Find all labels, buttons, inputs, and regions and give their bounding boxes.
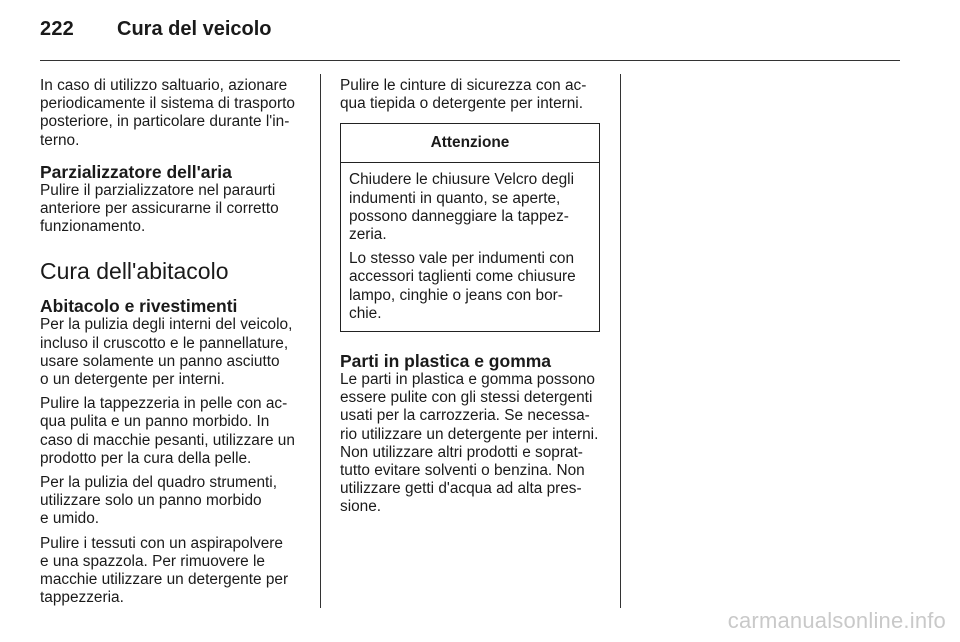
text-line: o un detergente per interni. <box>40 371 225 389</box>
text-line: prodotto per la cura della pelle. <box>40 449 252 467</box>
text-line: rio utilizzare un detergente per interni. <box>340 425 599 443</box>
page-title: Cura del veicolo <box>117 18 272 40</box>
section-title: Cura dell'abitacolo <box>40 258 229 285</box>
header-divider <box>40 60 900 61</box>
text-line: incluso il cruscotto e le pannellature, <box>40 334 289 352</box>
text-line: qua pulita e un panno morbido. In <box>40 413 270 431</box>
watermark: carmanualsonline.info <box>727 608 946 633</box>
column-divider-right <box>620 74 621 608</box>
interior-paragraph-1 <box>40 316 302 389</box>
seatbelt-paragraph <box>340 77 602 113</box>
warning-paragraph-2 <box>349 250 591 323</box>
text-line: Pulire le cinture di sicurezza con ac- <box>340 77 587 94</box>
text-line: Per la pulizia degli interni del veicolo, <box>40 316 293 334</box>
text-line: e una spazzola. Per rimuovere le <box>40 552 265 570</box>
text-line: periodicamente il sistema di trasporto <box>40 95 295 113</box>
text-line: tutto evitare solventi o benzina. Non <box>340 462 585 480</box>
air-divider-paragraph <box>40 182 302 237</box>
warning-title: Attenzione <box>341 124 599 163</box>
text-line: sione. <box>340 498 382 516</box>
interior-paragraph-4 <box>40 535 302 608</box>
interior-paragraph-3 <box>40 474 302 529</box>
text-line: terno. <box>40 131 80 149</box>
text-line: qua tiepida o detergente per interni. <box>340 95 584 113</box>
text-line: Non utilizzare altri prodotti e soprat- <box>340 443 583 461</box>
warning-box <box>340 123 600 332</box>
warning-body <box>341 163 599 331</box>
text-line: chie. <box>349 304 382 322</box>
text-line: utilizzare getti d'acqua ad alta pres- <box>340 480 582 498</box>
text-line: Pulire i tessuti con un aspirapolvere <box>40 534 283 552</box>
text-line: posteriore, in particolare durante l'in- <box>40 113 290 131</box>
warning-paragraph-1 <box>349 171 591 244</box>
intro-paragraph <box>40 77 302 150</box>
text-line: Chiudere le chiusure Velcro degli <box>349 171 575 189</box>
text-line: Pulire la tappezzeria in pelle con ac- <box>40 395 288 413</box>
text-line: indumenti in quanto, se aperte, <box>349 189 561 207</box>
text-line: Lo stesso vale per indumenti con <box>349 250 575 268</box>
text-line: Per la pulizia del quadro strumenti, <box>40 474 277 492</box>
text-line: Pulire il parzializzatore nel paraurti <box>40 181 276 199</box>
page-header <box>40 18 900 58</box>
text-line: usare solamente un panno asciutto <box>40 352 280 370</box>
interior-heading: Abitacolo e rivestimenti <box>40 296 238 317</box>
text-line: e umido. <box>40 510 100 528</box>
text-line: usati per la carrozzeria. Se necessa- <box>340 407 590 425</box>
column-left <box>40 77 302 613</box>
plastic-paragraph <box>340 371 602 517</box>
text-line: utilizzare solo un panno morbido <box>40 492 262 510</box>
text-line: lampo, cinghie o jeans con bor- <box>349 286 563 304</box>
column-right <box>340 77 602 523</box>
text-line: tappezzeria. <box>40 589 124 607</box>
air-divider-heading: Parzializzatore dell'aria <box>40 161 232 182</box>
interior-paragraph-2 <box>40 395 302 468</box>
text-line: In caso di utilizzo saltuario, azionare <box>40 77 288 94</box>
plastic-heading: Parti in plastica e gomma <box>340 351 552 372</box>
text-line: funzionamento. <box>40 218 146 236</box>
text-line: accessori taglienti come chiusure <box>349 268 576 286</box>
column-divider-left <box>320 74 321 608</box>
text-line: zeria. <box>349 226 387 244</box>
text-line: Le parti in plastica e gomma possono <box>340 371 595 389</box>
text-line: caso di macchie pesanti, utilizzare un <box>40 431 295 449</box>
text-line: essere pulite con gli stessi detergenti <box>340 389 593 407</box>
text-line: anteriore per assicurarne il corretto <box>40 200 279 218</box>
text-line: possono danneggiare la tappez- <box>349 207 569 225</box>
page-number: 222 <box>40 18 74 40</box>
text-line: macchie utilizzare un detergente per <box>40 571 289 589</box>
